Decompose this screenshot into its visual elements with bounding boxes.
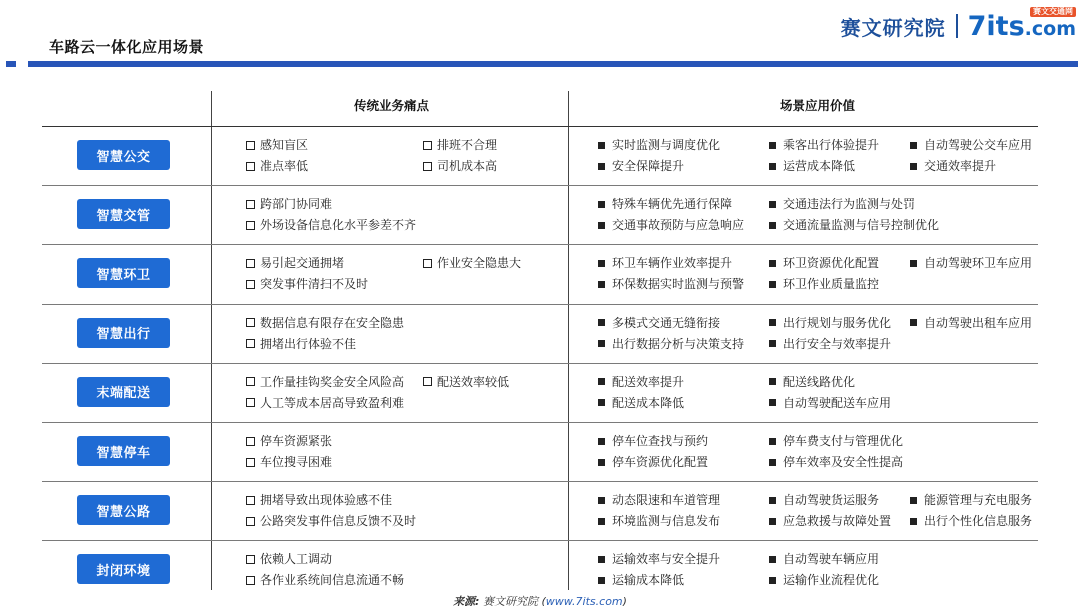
pain-point-item xyxy=(246,553,332,565)
value-item xyxy=(769,160,855,172)
checkbox-icon xyxy=(423,141,432,150)
pain-point-item-text: 易引起交通拥堵 xyxy=(260,256,345,271)
column-divider xyxy=(568,91,569,590)
square-bullet-icon xyxy=(769,518,776,525)
pain-point-item xyxy=(423,376,509,388)
category-button[interactable]: 智慧公路 xyxy=(77,495,170,525)
square-bullet-icon xyxy=(910,142,917,149)
square-bullet-icon xyxy=(769,163,776,170)
logo-divider xyxy=(956,14,958,38)
value-item xyxy=(598,397,684,409)
checkbox-icon xyxy=(423,259,432,268)
value-item-text: 安全保障提升 xyxy=(612,159,685,173)
square-bullet-icon xyxy=(598,201,605,208)
checkbox-icon xyxy=(246,576,255,585)
value-item-text: 停车资源优化配置 xyxy=(612,455,709,469)
category-button[interactable]: 智慧公交 xyxy=(77,140,170,170)
square-bullet-icon xyxy=(598,319,605,326)
checkbox-icon xyxy=(423,162,432,171)
logo-en-main: 7its xyxy=(967,10,1025,42)
value-item-text: 能源管理与充电服务 xyxy=(924,493,1033,508)
title-rule xyxy=(28,61,1078,67)
square-bullet-icon xyxy=(910,319,917,326)
value-item-text: 环卫资源优化配置 xyxy=(783,256,880,271)
logo-en-text xyxy=(967,6,1076,42)
value-item xyxy=(598,257,732,269)
pain-point-item xyxy=(246,456,332,468)
square-bullet-icon xyxy=(769,399,776,406)
pain-point-item xyxy=(246,338,356,350)
square-bullet-icon xyxy=(769,142,776,149)
value-item xyxy=(598,515,720,527)
checkbox-icon xyxy=(246,339,255,348)
header-pain: 传统业务痛点 xyxy=(354,98,430,113)
value-item xyxy=(598,494,720,506)
value-item-text: 交通效率提升 xyxy=(924,159,997,173)
row-divider xyxy=(42,422,1038,423)
pain-point-item-text: 突发事件清扫不及时 xyxy=(260,277,369,292)
value-item-text: 自动驾驶公交车应用 xyxy=(924,138,1033,152)
value-item xyxy=(769,515,891,527)
pain-point-item-text: 作业安全隐患大 xyxy=(437,256,522,271)
value-item-text: 配送线路优化 xyxy=(783,374,856,389)
square-bullet-icon xyxy=(910,497,917,504)
category-button[interactable]: 智慧交管 xyxy=(77,199,170,229)
value-item-text: 自动驾驶出租车应用 xyxy=(924,315,1033,330)
value-item-text: 交通违法行为监测与处罚 xyxy=(783,197,916,212)
value-item xyxy=(769,219,939,231)
pain-point-item xyxy=(246,574,404,586)
value-item-text: 自动驾驶车辆应用 xyxy=(783,552,880,567)
square-bullet-icon xyxy=(769,459,776,466)
square-bullet-icon xyxy=(769,201,776,208)
square-bullet-icon xyxy=(769,438,776,445)
value-item-text: 停车费支付与管理优化 xyxy=(783,434,904,448)
header-value: 场景应用价值 xyxy=(780,98,856,113)
value-item xyxy=(598,435,708,447)
value-item-text: 环境监测与信息发布 xyxy=(612,514,721,529)
pain-point-item xyxy=(423,160,497,172)
value-item xyxy=(769,494,879,506)
pain-point-item xyxy=(246,139,308,151)
square-bullet-icon xyxy=(769,497,776,504)
value-item xyxy=(769,139,879,151)
row-divider xyxy=(42,185,1038,186)
square-bullet-icon xyxy=(598,222,605,229)
page-title: 车路云一体化应用场景 xyxy=(49,38,205,56)
value-item-text: 环卫作业质量监控 xyxy=(783,277,880,292)
square-bullet-icon xyxy=(769,556,776,563)
checkbox-icon xyxy=(246,398,255,407)
value-item xyxy=(598,317,720,329)
value-item xyxy=(769,376,855,388)
row-divider xyxy=(42,481,1038,482)
value-item xyxy=(910,317,1032,329)
checkbox-icon xyxy=(246,318,255,327)
value-item xyxy=(769,317,891,329)
value-item xyxy=(769,338,891,350)
pain-point-item xyxy=(246,376,404,388)
square-bullet-icon xyxy=(910,518,917,525)
value-item-text: 交通事故预防与应急响应 xyxy=(612,218,745,233)
pain-point-item xyxy=(246,278,368,290)
value-item xyxy=(910,139,1032,151)
value-item-text: 停车位查找与预约 xyxy=(612,434,709,448)
value-item-text: 实时监测与调度优化 xyxy=(612,138,721,152)
square-bullet-icon xyxy=(598,260,605,267)
square-bullet-icon xyxy=(598,378,605,385)
value-item xyxy=(769,278,879,290)
value-item-text: 环保数据实时监测与预警 xyxy=(612,277,745,292)
checkbox-icon xyxy=(423,377,432,386)
value-item xyxy=(598,139,720,151)
value-item xyxy=(769,553,879,565)
value-item xyxy=(598,160,684,172)
value-item xyxy=(598,574,684,586)
value-item-text: 乘客出行体验提升 xyxy=(783,138,880,152)
value-item xyxy=(769,435,903,447)
value-item xyxy=(910,515,1032,527)
value-item xyxy=(598,376,684,388)
pain-point-item-text: 准点率低 xyxy=(260,159,309,173)
checkbox-icon xyxy=(246,437,255,446)
square-bullet-icon xyxy=(598,399,605,406)
value-item xyxy=(769,397,891,409)
square-bullet-icon xyxy=(598,577,605,584)
value-item xyxy=(598,198,732,210)
table-top-rule xyxy=(42,126,1038,127)
source-link[interactable]: www.7its.com xyxy=(545,595,623,606)
value-item xyxy=(910,257,1032,269)
value-item xyxy=(769,198,915,210)
row-divider xyxy=(42,363,1038,364)
value-item-text: 自动驾驶配送车应用 xyxy=(783,395,892,410)
value-item-text: 出行规划与服务优化 xyxy=(783,315,892,330)
square-bullet-icon xyxy=(598,556,605,563)
pain-point-item-text: 拥堵出行体验不佳 xyxy=(260,336,357,351)
value-item-text: 出行个性化信息服务 xyxy=(924,514,1033,529)
value-item-text: 应急救援与故障处置 xyxy=(783,514,892,529)
checkbox-icon xyxy=(246,221,255,230)
pain-point-item xyxy=(246,198,332,210)
brand-logo xyxy=(841,8,1076,44)
pain-point-item xyxy=(423,257,521,269)
value-item-text: 多模式交通无缝衔接 xyxy=(612,315,721,330)
value-item xyxy=(598,456,708,468)
value-item xyxy=(910,494,1032,506)
pain-point-item-text: 配送效率较低 xyxy=(437,374,510,389)
checkbox-icon xyxy=(246,496,255,505)
value-item xyxy=(598,553,720,565)
square-bullet-icon xyxy=(598,163,605,170)
row-divider xyxy=(42,304,1038,305)
square-bullet-icon xyxy=(769,340,776,347)
value-item-text: 运营成本降低 xyxy=(783,159,856,173)
square-bullet-icon xyxy=(910,260,917,267)
pain-point-item-text: 各作业系统间信息流通不畅 xyxy=(260,573,405,588)
value-item-text: 出行安全与效率提升 xyxy=(783,336,892,351)
value-item xyxy=(769,456,903,468)
pain-point-item xyxy=(246,257,344,269)
value-item-text: 动态限速和车道管理 xyxy=(612,493,721,508)
checkbox-icon xyxy=(246,517,255,526)
pain-point-item-text: 排班不合理 xyxy=(437,138,498,152)
value-item xyxy=(598,278,744,290)
value-item-text: 自动驾驶环卫车应用 xyxy=(924,256,1033,271)
category-button[interactable]: 智慧出行 xyxy=(77,318,170,348)
pain-point-item xyxy=(246,317,404,329)
value-item-text: 配送成本降低 xyxy=(612,395,685,410)
square-bullet-icon xyxy=(598,142,605,149)
row-divider xyxy=(42,244,1038,245)
value-item-text: 运输成本降低 xyxy=(612,573,685,588)
square-bullet-icon xyxy=(769,577,776,584)
pain-point-item-text: 数据信息有限存在安全隐患 xyxy=(260,315,405,330)
value-item-text: 交通流量监测与信号控制优化 xyxy=(783,218,940,233)
square-bullet-icon xyxy=(598,497,605,504)
checkbox-icon xyxy=(246,458,255,467)
square-bullet-icon xyxy=(769,319,776,326)
pain-point-item-text: 停车资源紧张 xyxy=(260,434,333,448)
square-bullet-icon xyxy=(598,340,605,347)
pain-point-item xyxy=(246,219,416,231)
value-item-text: 运输作业流程优化 xyxy=(783,573,880,588)
pain-point-item-text: 外场设备信息化水平参差不齐 xyxy=(260,218,417,233)
logo-cn-text: 赛文研究院 xyxy=(840,15,946,40)
logo-badge: 赛文交通网 xyxy=(1030,7,1076,18)
pain-point-item xyxy=(246,494,392,506)
pain-point-item-text: 工作量挂钩奖金安全风险高 xyxy=(260,374,405,389)
pain-point-item xyxy=(246,397,404,409)
checkbox-icon xyxy=(246,377,255,386)
square-bullet-icon xyxy=(910,163,917,170)
value-item-text: 特殊车辆优先通行保障 xyxy=(612,197,733,212)
square-bullet-icon xyxy=(598,459,605,466)
checkbox-icon xyxy=(246,141,255,150)
value-item xyxy=(910,160,996,172)
checkbox-icon xyxy=(246,259,255,268)
source-note: 来源: 赛文研究院 (www.7its.com) xyxy=(453,595,627,606)
checkbox-icon xyxy=(246,162,255,171)
checkbox-icon xyxy=(246,280,255,289)
checkbox-icon xyxy=(246,200,255,209)
pain-point-item xyxy=(246,160,308,172)
pain-point-item-text: 司机成本高 xyxy=(437,159,498,173)
value-item-text: 配送效率提升 xyxy=(612,374,685,389)
value-item xyxy=(769,574,879,586)
square-bullet-icon xyxy=(769,378,776,385)
pain-point-item-text: 跨部门协同难 xyxy=(260,197,333,212)
pain-point-item-text: 依赖人工调动 xyxy=(260,552,333,567)
pain-point-item-text: 公路突发事件信息反馈不及时 xyxy=(260,514,417,529)
value-item xyxy=(769,257,879,269)
value-item-text: 自动驾驶货运服务 xyxy=(783,493,880,508)
value-item-text: 环卫车辆作业效率提升 xyxy=(612,256,733,271)
category-button[interactable]: 封闭环境 xyxy=(77,554,170,584)
title-rule-accent xyxy=(6,61,16,67)
square-bullet-icon xyxy=(769,260,776,267)
value-item xyxy=(598,338,744,350)
value-item-text: 停车效率及安全性提高 xyxy=(783,455,904,469)
source-label: 来源: xyxy=(453,595,480,606)
pain-point-item xyxy=(423,139,497,151)
category-button[interactable]: 末端配送 xyxy=(77,377,170,407)
square-bullet-icon xyxy=(769,281,776,288)
value-item-text: 运输效率与安全提升 xyxy=(612,552,721,567)
column-divider xyxy=(211,91,212,590)
pain-point-item xyxy=(246,515,416,527)
square-bullet-icon xyxy=(598,438,605,445)
category-button[interactable]: 智慧环卫 xyxy=(77,258,170,288)
pain-point-item-text: 人工等成本居高导致盈利难 xyxy=(260,395,405,410)
pain-point-item xyxy=(246,435,332,447)
square-bullet-icon xyxy=(598,518,605,525)
checkbox-icon xyxy=(246,555,255,564)
square-bullet-icon xyxy=(598,281,605,288)
value-item xyxy=(598,219,744,231)
value-item-text: 出行数据分析与决策支持 xyxy=(612,336,745,351)
square-bullet-icon xyxy=(769,222,776,229)
logo-en-suffix: .com xyxy=(1024,17,1076,40)
pain-point-item-text: 车位搜寻困难 xyxy=(260,455,333,469)
row-divider xyxy=(42,540,1038,541)
pain-point-item-text: 感知盲区 xyxy=(260,138,309,152)
pain-point-item-text: 拥堵导致出现体验感不佳 xyxy=(260,493,393,508)
source-text: 赛文研究院 xyxy=(482,595,538,606)
category-button[interactable]: 智慧停车 xyxy=(77,436,170,466)
